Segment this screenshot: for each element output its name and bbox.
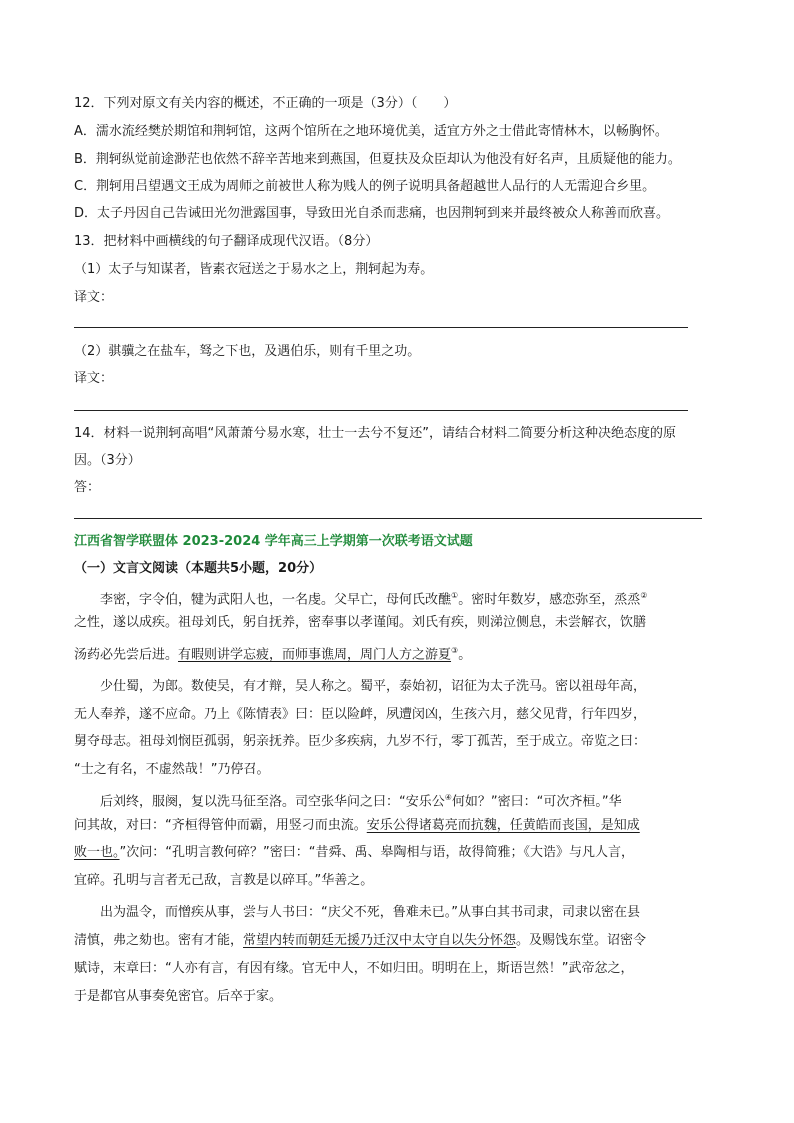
underlined-sentence: 有暇则讲学忘疲，而师事谯周，周门人方之游夏 (178, 647, 452, 663)
passage-line: 出为温令，而憎疾从事，尝与人书曰：“庆父不死，鲁难未已。”从事白其书司隶，司隶以密在县 (74, 905, 640, 920)
q12-option-c: C．荆轲用吕望遇文王成为周师之前被世人称为贱人的例子说明具备超越世人品行的人无需迎合乡里。 (74, 179, 656, 194)
q12-stem: 12．下列对原文有关内容的概述，不正确的一项是（3分）（ ） (74, 96, 457, 111)
q13-sentence-1: （1）太子与知谋者，皆素衣冠送之于易水之上，荆轲起为寿。 (74, 262, 434, 277)
q13-translation-label-2: 译文： (74, 371, 114, 386)
q13-stem: 13．把材料中画横线的句子翻译成现代汉语。（8分） (74, 234, 379, 249)
section-subtitle: （一）文言文阅读（本题共5小题，20分） (74, 561, 323, 576)
q12-option-d: D．太子丹因自己告诫田光勿泄露国事，导致田光自杀而悲痛，也因荆轲到来并最终被众人称善而欣喜。 (74, 206, 670, 221)
passage-line: 之性，遂以成疾。祖母刘氏，躬自抚养，密奉事以孝谨闻。刘氏有疾，则涕泣侧息，未尝解衣，饮膳 (74, 615, 647, 630)
passage-line: 汤药必先尝后进。有暇则讲学忘疲，而师事谯周，周门人方之游夏③。 (74, 646, 472, 663)
passage-line: 于是都官从事奏免密官。后卒于家。 (74, 989, 283, 1004)
passage-line: 李密，字令伯，犍为武阳人也，一名虔。父早亡，母何氏改醮①。密时年数岁，感恋弥至，烝烝② (74, 591, 648, 608)
passage-line: 少仕蜀，为郎。数使吴，有才辩，吴人称之。蜀平，泰始初，诏征为太子洗马。密以祖母年高， (74, 679, 647, 694)
passage-line: “士之有名，不虚然哉！”乃停召。 (74, 762, 270, 777)
passage-line: 宜碎。孔明与言者无己敌，言教是以碎耳。”华善之。 (74, 873, 374, 888)
passage-line: 赋诗，末章曰：“人亦有言，有因有缘。官无中人，不如归田。明明在上，斯语岂然！”武帝忿之， (74, 961, 634, 976)
answer-line (74, 410, 688, 411)
passage-line: 问其故，对曰：“齐桓得管仲而霸，用竖刁而虫流。安乐公得诸葛亮而抗魏，任黄皓而丧国，是知成 (74, 818, 640, 833)
underlined-sentence: 常望内转而朝廷无援乃迁汉中太守自以失分怀怨 (243, 933, 517, 948)
section-title: 江西省智学联盟体 2023-2024 学年高三上学期第一次联考语文试题 (74, 534, 473, 549)
footnote-mark: ③ (451, 646, 459, 655)
passage-line: 后刘终，服阕，复以洗马征至洛。司空张华问之曰：“安乐公④何如？”密曰：“可次齐桓。”华 (74, 793, 622, 810)
q13-sentence-2: （2）骐骥之在盐车，驽之下也，及遇伯乐，则有千里之功。 (74, 344, 421, 359)
underlined-sentence: 败一也。 (74, 845, 120, 860)
passage-line: 无人奉养，遂不应命。乃上《陈情表》曰：臣以险衅，夙遭闵凶，生孩六月，慈父见背，行年四岁， (74, 707, 647, 722)
answer-line (74, 518, 702, 519)
passage-line: 舅夺母志。祖母刘悯臣孤弱，躬亲抚养。臣少多疾病，九岁不行，零丁孤苦，至于成立。帝览之曰： (74, 734, 647, 749)
q12-option-a: A．濡水流经樊於期馆和荆轲馆，这两个馆所在之地环境优美，适宜方外之士借此寄情林木，以畅胸怀。 (74, 124, 668, 139)
footnote-mark: ② (640, 591, 648, 600)
q14-stem-line1: 14．材料一说荆轲高唱“风萧萧兮易水寒，壮士一去兮不复还”，请结合材料二简要分析这种决绝态度的原 (74, 426, 677, 441)
q12-option-b: B．荆轲纵觉前途渺茫也依然不辞辛苦地来到燕国，但夏扶及众臣却认为他没有好名声，且质疑他的能力。 (74, 152, 681, 167)
passage-line: 清慎，弗之劾也。密有才能，常望内转而朝廷无援乃迁汉中太守自以失分怀怨。及赐饯东堂。诏密令 (74, 933, 647, 948)
q14-answer-label: 答： (74, 480, 101, 495)
footnote-mark: ① (451, 591, 459, 600)
q13-translation-label-1: 译文： (74, 290, 114, 305)
footnote-mark: ④ (444, 793, 452, 802)
q14-stem-line2: 因。（3分） (74, 453, 141, 468)
passage-line: 败一也。”次问：“孔明言教何碎？”密曰：“昔舜、禹、皋陶相与语，故得简雅；《大诰》与凡人言， (74, 845, 634, 860)
answer-line (74, 327, 688, 328)
underlined-sentence: 安乐公得诸葛亮而抗魏，任黄皓而丧国，是知成 (366, 818, 640, 833)
